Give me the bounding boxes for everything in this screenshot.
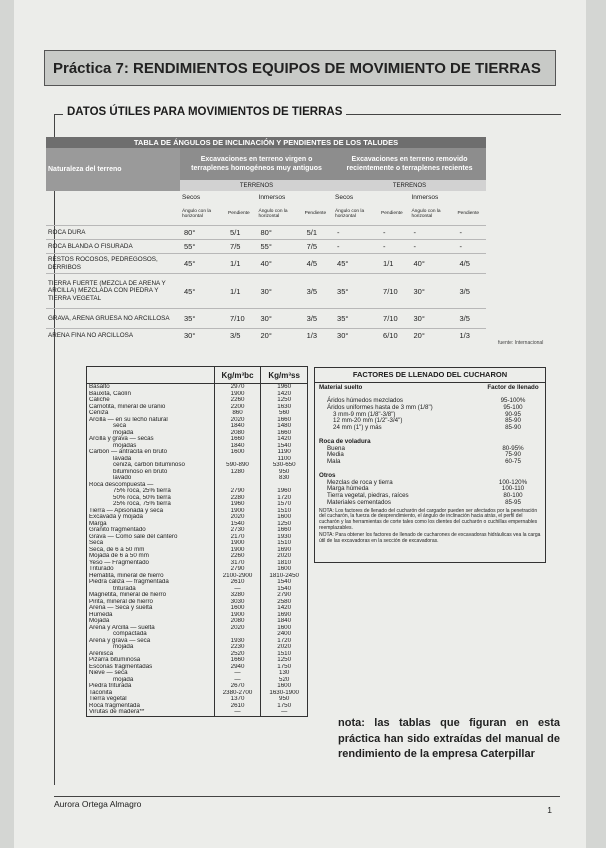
slope-cell: - <box>455 226 486 240</box>
weight-loose: 1660 <box>261 430 308 437</box>
weights-header-loose: Kg/m³ss <box>261 367 308 384</box>
fill-factor-row <box>319 500 541 507</box>
slope-row-terrain: ARENA FINA NO ARCILLOSA <box>46 329 180 343</box>
weight-bank: 2520 <box>214 651 261 658</box>
weight-material: Carbón — antracita en bruto <box>87 449 215 456</box>
slope-cell: 30° <box>180 329 226 343</box>
weight-bank: 2200 <box>214 404 261 411</box>
weight-material: Pizarra bituminosa <box>87 657 215 664</box>
weight-bank: 2610 <box>214 579 261 586</box>
weight-material: Arcilla y grava — secas <box>87 436 215 443</box>
weight-material: Virutas de madera** <box>87 709 215 716</box>
weight-loose: 1420 <box>261 605 308 612</box>
weight-bank: 2020 <box>214 417 261 424</box>
col-pendiente-4: Pendiente <box>457 211 480 217</box>
slope-cell: 30° <box>333 329 379 343</box>
fill-factor-value: 100-110 <box>501 485 525 493</box>
col-pendiente-1: Pendiente <box>228 211 250 217</box>
secos-right: Secos <box>335 193 354 201</box>
fill-factor-material: Áridos húmedos mezclados <box>327 397 404 404</box>
slope-row <box>46 254 486 274</box>
col-pendiente-3: Pendiente <box>381 211 403 217</box>
weight-loose: 1960 <box>261 488 308 495</box>
fill-factor-material: 12 mm-20 mm (1/2"-3/4") <box>333 417 403 425</box>
weight-material: Magnetita, mineral de hierro <box>87 592 215 599</box>
weight-material: compactada <box>87 631 215 638</box>
slope-cell: 5/1 <box>303 226 333 240</box>
weight-loose: 950 <box>261 469 308 476</box>
weight-material: Hematita, mineral de hierro <box>87 573 215 580</box>
slope-cell: 5/1 <box>226 226 256 240</box>
inmersos-right: Inmersos <box>411 193 439 201</box>
fill-factor-value: 95-100 <box>503 403 523 411</box>
fill-factor-material: 24 mm (1") y más <box>333 424 382 432</box>
weight-bank: 1900 <box>214 547 261 554</box>
slope-cell: 20° <box>257 329 303 343</box>
slope-cell: 55° <box>257 240 303 254</box>
weight-material: mojada <box>87 677 215 684</box>
fill-factor-body <box>315 383 545 546</box>
weight-row <box>87 384 308 391</box>
slope-cell: 45° <box>180 254 226 274</box>
weight-loose: 1960 <box>261 384 308 391</box>
weight-bank: 2280 <box>214 495 261 502</box>
weight-loose: 1600 <box>261 683 308 690</box>
slope-cell: - <box>379 226 409 240</box>
weight-loose: 1480 <box>261 423 308 430</box>
group-removed-text: Excavaciones en terreno removido recientemente o terraplenes recientes <box>346 156 473 172</box>
slope-row-terrain: RESTOS ROCOSOS, PEDREGOSOS, DERRIBOS <box>46 254 180 274</box>
weight-material: triturada <box>87 586 215 593</box>
fill-factor-value <box>485 432 541 439</box>
weight-bank: 1960 <box>214 501 261 508</box>
weight-material: Arena y grava — seca <box>87 638 215 645</box>
fill-factor-material: Buena <box>327 444 345 452</box>
weight-bank: 1660 <box>214 657 261 664</box>
weight-loose: 2580 <box>261 599 308 606</box>
weight-bank: — <box>214 586 261 593</box>
weight-loose: 1720 <box>261 638 308 645</box>
document-page <box>14 0 586 848</box>
weight-bank: 2170 <box>214 534 261 541</box>
slope-cell: 3/5 <box>303 309 333 329</box>
weight-material: Arcilla — en su lecho natural <box>87 417 215 424</box>
weight-material: Piedra caliza — fragmentada <box>87 579 215 586</box>
fill-factor-value: Factor de llenado <box>487 384 539 391</box>
weight-bank: 2610 <box>214 703 261 710</box>
weight-material: Arena y Arcilla — suelta <box>87 625 215 632</box>
col-angulo-3: Ángulo con la horizontal <box>335 208 365 219</box>
weight-material: Húmeda <box>87 612 215 619</box>
weight-bank: 2020 <box>214 625 261 632</box>
weight-material: ceniza, carbón bituminoso <box>87 462 215 469</box>
weight-material: Roca descompuesta — <box>87 482 215 489</box>
weight-bank: 1280 <box>214 469 261 476</box>
slope-cell: 80° <box>180 226 226 240</box>
weight-bank: 3170 <box>214 560 261 567</box>
weight-loose: 1510 <box>261 651 308 658</box>
weight-material: seca <box>87 423 215 430</box>
weight-material: Triturado <box>87 566 215 573</box>
weight-material: Yeso — Fragmentado <box>87 560 215 567</box>
page-footer <box>54 796 560 815</box>
weight-loose: 1100 <box>261 456 308 463</box>
weight-material: Mojada <box>87 618 215 625</box>
weight-bank: 3280 <box>214 592 261 599</box>
weight-bank: 2260 <box>214 553 261 560</box>
weight-bank: 1600 <box>214 449 261 456</box>
weight-loose: 1630 <box>261 404 308 411</box>
weight-loose: 520 <box>261 677 308 684</box>
slope-cell: - <box>409 226 455 240</box>
weights-header-in-bank: Kg/m³bc <box>214 367 261 384</box>
fill-factor-value: 85-90 <box>505 424 521 432</box>
fill-factor-material: Marga húmeda <box>327 485 369 493</box>
slope-cell: 7/5 <box>226 240 256 254</box>
weight-material: Bauxita, Caolín <box>87 391 215 398</box>
fill-factor-material: Mezclas de roca y tierra <box>327 478 393 486</box>
slope-cell: 3/5 <box>303 274 333 309</box>
inmersos-left: Inmersos <box>258 193 286 201</box>
col-angulo-4: Ángulo con la horizontal <box>411 208 441 219</box>
weights-blank-header <box>87 367 215 384</box>
weight-bank: 2670 <box>214 683 261 690</box>
weight-material: Grava — Como sale del cantero <box>87 534 215 541</box>
weight-loose: 1720 <box>261 495 308 502</box>
weight-bank: 1900 <box>214 508 261 515</box>
slope-cell: 30° <box>257 274 303 309</box>
weight-material: Escorias fragmentadas <box>87 664 215 671</box>
weight-bank: 2100-2900 <box>214 573 261 580</box>
weight-material: Arenisca <box>87 651 215 658</box>
weight-loose: 1510 <box>261 540 308 547</box>
weight-material: 50% roca, 50% tierra <box>87 495 215 502</box>
slope-cell: 35° <box>333 274 379 309</box>
weight-bank: 1660 <box>214 436 261 443</box>
weight-loose: 2790 <box>261 592 308 599</box>
weight-material: lavado <box>87 475 215 482</box>
fill-factor-value: 85-95 <box>505 498 521 506</box>
slope-cell: 1/3 <box>303 329 333 343</box>
weight-bank: 2940 <box>214 664 261 671</box>
weight-loose: 1750 <box>261 664 308 671</box>
slope-cell: 7/10 <box>379 274 409 309</box>
weight-bank: 1600 <box>214 605 261 612</box>
slope-cell: - <box>455 240 486 254</box>
weight-loose: 1630-1900 <box>261 690 308 697</box>
weight-loose: 1570 <box>261 501 308 508</box>
slope-cell: 7/10 <box>226 309 256 329</box>
weight-bank: 3030 <box>214 599 261 606</box>
slope-cell: 30° <box>409 309 455 329</box>
fill-factor-value: 85-90 <box>505 417 521 425</box>
weight-material: Tierra — Apisonada y seca <box>87 508 215 515</box>
slope-cell: 4/5 <box>455 254 486 274</box>
slope-cell: 35° <box>180 309 226 329</box>
terrenos-left: TERRENOS <box>180 180 333 191</box>
fill-factor-value: 100-120% <box>498 478 528 486</box>
weight-loose: 1600 <box>261 625 308 632</box>
fill-factor-row <box>319 466 541 473</box>
fill-factor-value: 95-100% <box>500 397 526 404</box>
fill-factor-material: Mala <box>327 458 341 466</box>
slope-table-title: TABLA DE ÁNGULOS DE INCLINACIÓN Y PENDIENTES DE LOS TALUDES <box>46 137 486 148</box>
fill-factor-row <box>319 459 541 466</box>
weight-bank: 1370 <box>214 696 261 703</box>
slope-row <box>46 309 486 329</box>
weight-loose: 1930 <box>261 534 308 541</box>
weight-bank: 1930 <box>214 638 261 645</box>
slope-cell: 20° <box>409 329 455 343</box>
weight-bank: 2080 <box>214 430 261 437</box>
weight-loose: 530-650 <box>261 462 308 469</box>
slope-row <box>46 329 486 343</box>
weight-bank: — <box>214 677 261 684</box>
weight-bank: 2020 <box>214 514 261 521</box>
fill-factor-title: FACTORES DE LLENADO DEL CUCHARON <box>315 368 545 383</box>
slope-cell: 40° <box>257 254 303 274</box>
slope-cell: - <box>333 226 379 240</box>
weight-material: 25% roca, 75% tierra <box>87 501 215 508</box>
weight-material: Taconita <box>87 690 215 697</box>
weight-loose: 1250 <box>261 521 308 528</box>
weight-bank: 1900 <box>214 540 261 547</box>
weight-material: mojada <box>87 430 215 437</box>
fill-factor-material: Tierra vegetal, piedras, raíces <box>327 492 409 500</box>
material-weights-table <box>86 366 308 717</box>
weight-material: Basalto <box>87 384 215 391</box>
weight-bank: 2970 <box>214 384 261 391</box>
slope-cell: 3/5 <box>226 329 256 343</box>
weight-bank: 2790 <box>214 488 261 495</box>
header-nature <box>46 148 180 191</box>
slope-cell: 1/1 <box>226 254 256 274</box>
fill-factor-material: Otros <box>319 471 336 479</box>
weight-material: Mojada de 6 a 50 mm <box>87 553 215 560</box>
slope-cell: 45° <box>180 274 226 309</box>
weight-loose: 2020 <box>261 644 308 651</box>
weight-loose: 1190 <box>261 449 308 456</box>
weight-material: Granito fragmentado <box>87 527 215 534</box>
fill-factor-value: 75-90 <box>505 451 521 459</box>
slope-cell: 40° <box>409 254 455 274</box>
fill-factor-value: 90-95 <box>505 410 521 418</box>
weight-material: mojadas <box>87 443 215 450</box>
slope-cell: 3/5 <box>455 274 486 309</box>
weight-loose: 1600 <box>261 566 308 573</box>
weight-loose: — <box>261 709 308 716</box>
header-group-virgin <box>180 148 333 180</box>
source-note: fuente: Internacional <box>498 340 544 346</box>
weight-material: Roca fragmentada <box>87 703 215 710</box>
slope-cell: 55° <box>180 240 226 254</box>
slope-cell: 30° <box>257 309 303 329</box>
weight-material: Carnotita, mineral de uranio <box>87 404 215 411</box>
weight-material: Nieve — seca <box>87 670 215 677</box>
slope-cell: 7/5 <box>303 240 333 254</box>
weight-bank: 1540 <box>214 521 261 528</box>
fill-factor-value: 60-75 <box>505 458 521 466</box>
weight-bank: 2790 <box>214 566 261 573</box>
slope-cell: 1/3 <box>455 329 486 343</box>
fill-factor-row <box>319 425 541 432</box>
weight-loose: 2020 <box>261 553 308 560</box>
weight-material: bituminoso en bruto <box>87 469 215 476</box>
weights-grid <box>86 366 308 717</box>
slope-cell: 35° <box>333 309 379 329</box>
header-group-removed <box>333 148 486 180</box>
weight-loose: 1250 <box>261 397 308 404</box>
weight-bank: 1840 <box>214 443 261 450</box>
fill-note-1: NOTA: Los factores de llenado del cucharón del cargador pueden ser afectados por la penetración del cucharón, la fuerza de desprendimiento, el ángulo de inclinación hacia atrás, el perfil del cucharón y las herramientas de corte tales como los dientes del cucharón o cuchillas empernables reemplazables. <box>319 507 538 531</box>
col-pendiente-2: Pendiente <box>304 211 327 217</box>
slope-cell: - <box>379 240 409 254</box>
weight-material: Seca <box>87 540 215 547</box>
weight-material: Piedra triturada <box>87 683 215 690</box>
weight-loose: 1510 <box>261 508 308 515</box>
slope-cell: 1/1 <box>379 254 409 274</box>
fill-factor-material: Material suelto <box>319 384 363 391</box>
weight-loose: 1690 <box>261 547 308 554</box>
slope-row-terrain: ROCA DURA <box>46 226 180 240</box>
slope-cell: 80° <box>257 226 303 240</box>
weight-loose: 560 <box>261 410 308 417</box>
weight-bank: 2730 <box>214 527 261 534</box>
slope-row <box>46 274 486 309</box>
weight-loose: 2400 <box>261 631 308 638</box>
weight-material: Tierra vegetal <box>87 696 215 703</box>
slope-row-terrain: ROCA BLANDA O FISURADA <box>46 240 180 254</box>
weight-loose: 1420 <box>261 391 308 398</box>
weight-loose: 130 <box>261 670 308 677</box>
weight-material: Pirita, mineral de hierro <box>87 599 215 606</box>
slope-cell: 6/10 <box>379 329 409 343</box>
slope-angle-table <box>46 137 486 342</box>
weight-loose: 1810-2450 <box>261 573 308 580</box>
fill-factor-value <box>485 466 541 473</box>
weight-material: Excavada y mojada <box>87 514 215 521</box>
terrenos-right: TERRENOS <box>333 180 486 191</box>
weight-material: 75% roca, 25% tierra <box>87 488 215 495</box>
slope-cell: 45° <box>333 254 379 274</box>
title-text: Práctica 7: RENDIMIENTOS EQUIPOS DE MOVIMIENTO DE TIERRAS <box>53 59 541 77</box>
weight-loose: 1420 <box>261 436 308 443</box>
slope-cell: 4/5 <box>303 254 333 274</box>
practice-title <box>44 50 556 86</box>
fill-factor-material: Roca de voladura <box>319 437 371 445</box>
weight-material: Caliche <box>87 397 215 404</box>
page-number: 1 <box>547 805 552 815</box>
weight-loose: 1660 <box>261 417 308 424</box>
slope-cell: 30° <box>409 274 455 309</box>
fill-factor-material: Áridos uniformes hasta de 3 mm (1/8") <box>327 403 433 411</box>
col-angulo-2: Ángulo con la horizontal <box>258 208 288 219</box>
weight-bank: — <box>214 709 261 716</box>
slope-row <box>46 240 486 254</box>
weight-bank: 1840 <box>214 423 261 430</box>
slope-row-terrain: TIERRA FUERTE (MEZCLA DE ARENA Y ARCILLA) MEZCLADA CON PIEDRA Y TIERRA VEGETAL <box>46 274 180 309</box>
slope-cell: 3/5 <box>455 309 486 329</box>
weight-material: Seca, de 6 a 50 mm <box>87 547 215 554</box>
weight-bank: 1900 <box>214 391 261 398</box>
fill-note-2: NOTA: Para obtener los factores de llenado de cucharones de excavadoras hidráulicas vea la carga útil de las excavadoras en la sección de excavadoras. <box>319 532 541 544</box>
fill-factor-material: Media <box>327 451 344 459</box>
weight-bank: 2080 <box>214 618 261 625</box>
fill-factor-value: 80-95% <box>502 444 524 452</box>
fill-factor-value: 80-100 <box>503 492 523 500</box>
closing-note: nota: las tablas que figuran en esta práctica han sido extraídas del manual de rendimiento de la empresa Caterpillar <box>338 717 560 760</box>
weight-loose: 1810 <box>261 560 308 567</box>
weight-loose: 1540 <box>261 443 308 450</box>
nature-header-text: Naturaleza del terreno <box>48 166 122 173</box>
weight-loose: 1750 <box>261 703 308 710</box>
fill-factor-box <box>314 367 546 563</box>
fill-factor-material: Materiales cementados <box>327 498 391 506</box>
weight-material: mojada <box>87 644 215 651</box>
weight-loose: 830 <box>261 475 308 482</box>
weight-bank: 590-890 <box>214 462 261 469</box>
slope-cell: 1/1 <box>226 274 256 309</box>
weight-bank: 2380-2700 <box>214 690 261 697</box>
weight-bank: — <box>214 670 261 677</box>
group-virgin-text: Excavaciones en terreno virgen o terraplenes homogéneos muy antiguos <box>191 156 322 172</box>
weight-loose: 950 <box>261 696 308 703</box>
weight-row <box>87 709 308 716</box>
weight-loose: 1660 <box>261 527 308 534</box>
slope-cell: 7/10 <box>379 309 409 329</box>
weight-material: Marga <box>87 521 215 528</box>
weight-loose: 1250 <box>261 657 308 664</box>
weight-loose: 1600 <box>261 514 308 521</box>
slope-table-grid <box>46 148 486 342</box>
fill-factor-material: 3 mm-9 mm (1/8"-3/8") <box>333 410 396 418</box>
weight-bank: 1900 <box>214 612 261 619</box>
secos-left: Secos <box>182 193 201 201</box>
weight-material: Arena — Seca y suelta <box>87 605 215 612</box>
weight-material: Ceniza <box>87 410 215 417</box>
weight-bank: 2230 <box>214 644 261 651</box>
weight-loose: 1540 <box>261 579 308 586</box>
slope-cell: - <box>333 240 379 254</box>
section-heading: DATOS ÚTILES PARA MOVIMIENTOS DE TIERRAS <box>63 106 346 118</box>
weight-loose: 1840 <box>261 618 308 625</box>
col-angulo-1: Ángulo con la horizontal <box>182 208 212 219</box>
weight-loose: 1540 <box>261 586 308 593</box>
slope-cell: - <box>409 240 455 254</box>
weight-bank: 860 <box>214 410 261 417</box>
author-name: Aurora Ortega Almagro <box>54 799 142 809</box>
slope-row <box>46 226 486 240</box>
weight-bank: 2260 <box>214 397 261 404</box>
weight-material: lavada <box>87 456 215 463</box>
weight-loose: 1690 <box>261 612 308 619</box>
slope-row-terrain: GRAVA, ARENA GRUESA NO ARCILLOSA <box>46 309 180 329</box>
